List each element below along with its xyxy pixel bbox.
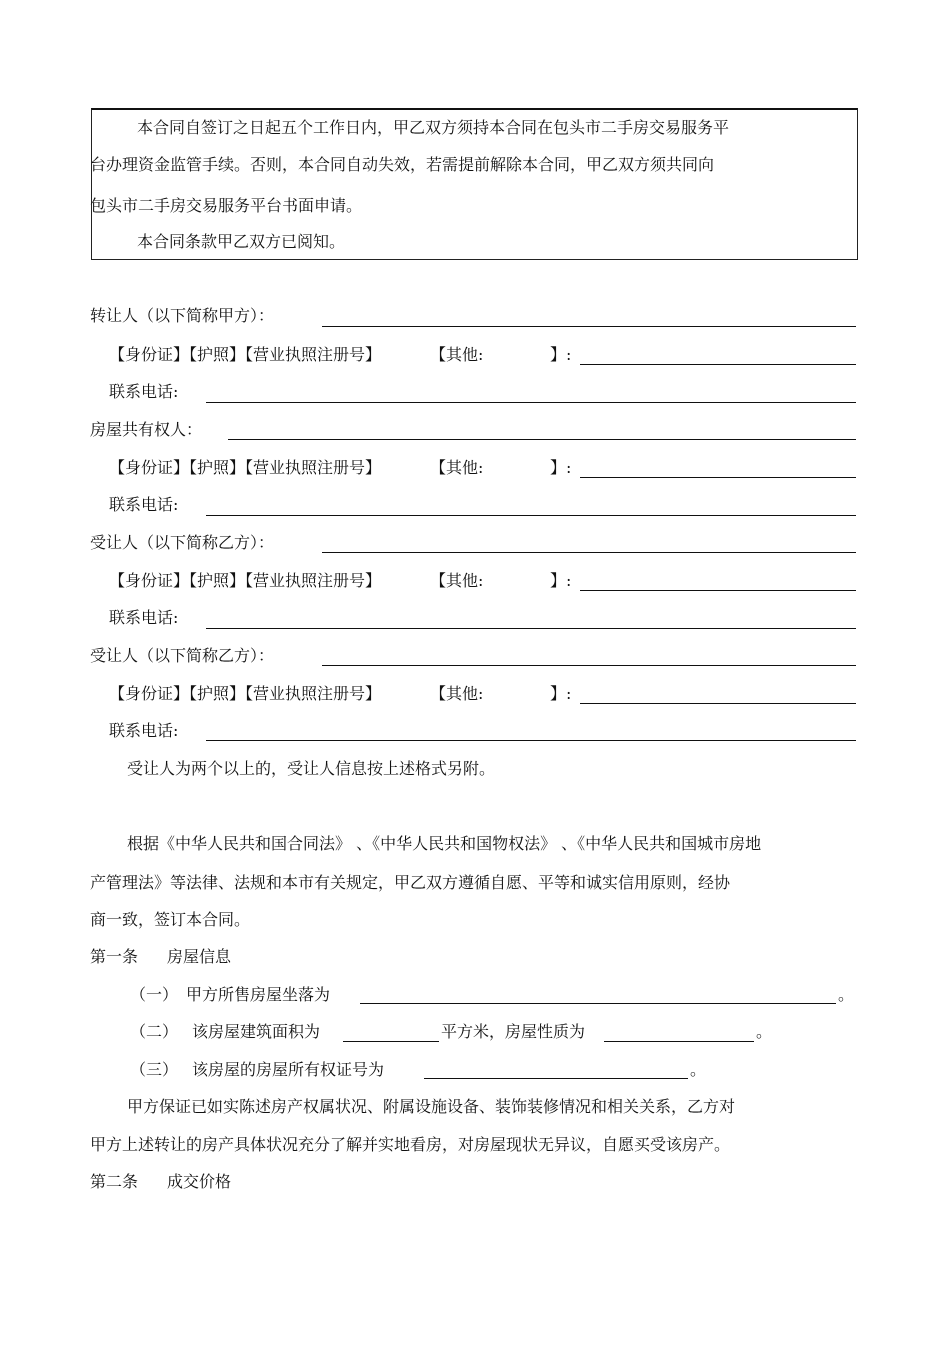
multiple-transferees-note: 受让人为两个以上的，受让人信息按上述格式另附。 [127, 759, 496, 778]
phone-label: 联系电话: [109, 721, 179, 740]
co-owner-label: 房屋共有权人： [90, 420, 203, 439]
end-mark: 。 [690, 1060, 707, 1079]
transferee-1-phone-field[interactable] [206, 628, 856, 629]
co-owner-id-field[interactable] [580, 477, 856, 478]
article-2-title: 成交价格 [167, 1172, 232, 1191]
article-1-paragraph-line-2: 甲方上述转让的房产具体状况充分了解并实地看房，对房屋现状无异议，自愿买受该房产。 [90, 1135, 731, 1154]
id-other-close: 】: [550, 571, 572, 590]
item-1-number: （一） [130, 985, 179, 1004]
phone-label: 联系电话: [109, 608, 179, 627]
item-2-unit: 平方米，房屋性质为 [441, 1022, 586, 1041]
id-other-label: 【其他: [430, 458, 484, 477]
notice-line-1: 本合同自签订之日起五个工作日内，甲乙双方须持本合同在包头市二手房交易服务平 [137, 118, 730, 137]
phone-label: 联系电话: [109, 495, 179, 514]
preamble-line-2: 产管理法》等法律、法规和本市有关规定，甲乙双方遵循自愿、平等和诚实信用原则，经协 [90, 873, 731, 892]
end-mark: 。 [838, 985, 855, 1004]
transferor-phone-field[interactable] [206, 402, 856, 403]
transferee-1-id-field[interactable] [580, 590, 856, 591]
item-3-text: 该房屋的房屋所有权证号为 [192, 1060, 385, 1079]
transferee-1-name-field[interactable] [322, 552, 856, 553]
id-type-label: 【身份证】【护照】【营业执照注册号】 [109, 684, 382, 703]
transferee-2-id-field[interactable] [580, 703, 856, 704]
id-other-close: 】: [550, 458, 572, 477]
transferee-label: 受让人（以下简称乙方）： [90, 533, 275, 552]
article-1-number: 第一条 [90, 947, 139, 966]
item-2-number: （二） [130, 1022, 179, 1041]
property-location-field[interactable] [360, 1003, 836, 1004]
notice-line-4: 本合同条款甲乙双方已阅知。 [137, 232, 346, 251]
article-1-title: 房屋信息 [167, 947, 232, 966]
end-mark: 。 [756, 1022, 773, 1041]
transferee-label: 受让人（以下简称乙方）： [90, 646, 275, 665]
transferor-label: 转让人（以下简称甲方）： [90, 306, 275, 325]
transferor-id-field[interactable] [580, 364, 856, 365]
article-2-number: 第二条 [90, 1172, 139, 1191]
co-owner-phone-field[interactable] [206, 515, 856, 516]
id-other-label: 【其他: [430, 684, 484, 703]
id-type-label: 【身份证】【护照】【营业执照注册号】 [109, 571, 382, 590]
id-type-label: 【身份证】【护照】【营业执照注册号】 [109, 345, 382, 364]
item-1-text: 甲方所售房屋坐落为 [186, 985, 331, 1004]
id-other-close: 】: [550, 345, 572, 364]
co-owner-name-field[interactable] [228, 439, 856, 440]
preamble-line-1: 根据《中华人民共和国合同法》 、《中华人民共和国物权法》 、《中华人民共和国城市房地 [127, 834, 762, 853]
id-other-label: 【其他: [430, 571, 484, 590]
transferee-2-name-field[interactable] [322, 665, 856, 666]
preamble-line-3: 商一致，签订本合同。 [90, 910, 251, 929]
transferor-name-field[interactable] [322, 326, 856, 327]
notice-line-2: 台办理资金监管手续。否则，本合同自动失效，若需提前解除本合同，甲乙双方须共同向 [90, 155, 715, 174]
id-other-label: 【其他: [430, 345, 484, 364]
property-nature-field[interactable] [604, 1041, 754, 1042]
id-other-close: 】: [550, 684, 572, 703]
article-1-paragraph-line-1: 甲方保证已如实陈述房产权属状况、附属设施设备、装饰装修情况和相关关系，乙方对 [127, 1097, 736, 1116]
item-2-text: 该房屋建筑面积为 [192, 1022, 321, 1041]
notice-line-3: 包头市二手房交易服务平台书面申请。 [90, 196, 363, 215]
floor-area-field[interactable] [343, 1041, 439, 1042]
ownership-cert-field[interactable] [424, 1078, 688, 1079]
transferee-2-phone-field[interactable] [206, 740, 856, 741]
id-type-label: 【身份证】【护照】【营业执照注册号】 [109, 458, 382, 477]
item-3-number: （三） [130, 1060, 179, 1079]
phone-label: 联系电话: [109, 382, 179, 401]
